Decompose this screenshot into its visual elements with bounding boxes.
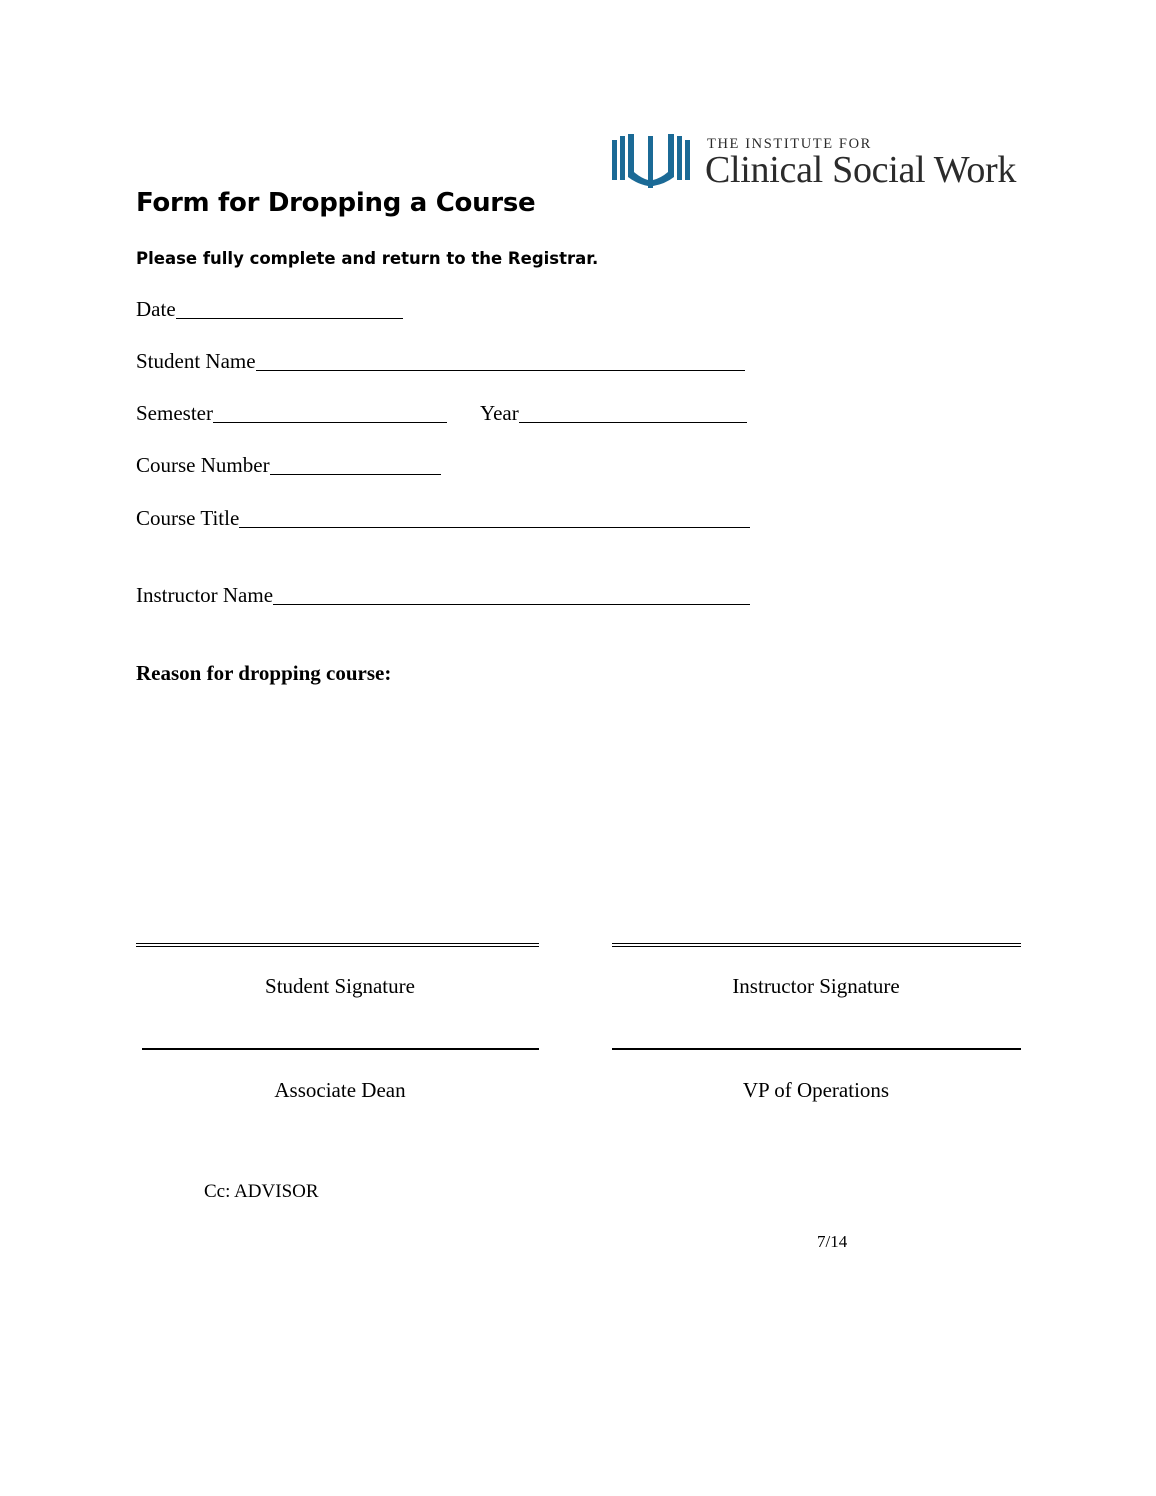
form-instructions: Please fully complete and return to the Registrar.: [136, 249, 599, 268]
logo-tagline: THE INSTITUTE FOR: [707, 136, 872, 152]
revision-date: 7/14: [817, 1232, 848, 1251]
student-name-label: Student Name: [136, 349, 256, 373]
instructor-signature-label: Instructor Signature: [732, 974, 900, 998]
semester-field: [136, 398, 447, 426]
date-field: [136, 294, 403, 322]
course-title-field: [136, 503, 750, 531]
course-title-label: Course Title: [136, 506, 240, 530]
institute-logo: [611, 134, 1031, 194]
student-signature-label: Student Signature: [265, 974, 415, 998]
vp-operations-signature-line[interactable]: [612, 1048, 1021, 1050]
student-name-input-line[interactable]: [256, 370, 745, 371]
cc-advisor: Cc: ADVISOR: [204, 1181, 319, 1202]
semester-label: Semester: [136, 401, 213, 425]
instructor-name-label: Instructor Name: [136, 583, 274, 607]
year-label: Year: [480, 401, 519, 425]
date-label: Date: [136, 297, 176, 321]
student-signature-line[interactable]: [136, 943, 539, 947]
instructor-signature-line[interactable]: [612, 943, 1021, 947]
year-field: [480, 398, 747, 426]
course-number-label: Course Number: [136, 453, 270, 477]
associate-dean-label: Associate Dean: [274, 1078, 406, 1102]
course-number-input-line[interactable]: [270, 474, 441, 475]
course-title-input-line[interactable]: [239, 527, 750, 528]
instructor-name-field: [136, 580, 750, 608]
year-input-line[interactable]: [519, 422, 747, 423]
course-number-field: [136, 450, 441, 478]
page-title: Form for Dropping a Course: [136, 188, 536, 218]
associate-dean-signature-line[interactable]: [142, 1048, 539, 1050]
reason-label: Reason for dropping course:: [136, 661, 392, 685]
student-name-field: [136, 346, 745, 374]
date-input-line[interactable]: [176, 318, 403, 319]
open-book-icon: [611, 134, 693, 190]
logo-name: Clinical Social Work: [705, 149, 1017, 191]
reason-text-area[interactable]: [136, 700, 1020, 920]
semester-input-line[interactable]: [213, 422, 447, 423]
vp-operations-label: VP of Operations: [742, 1078, 890, 1102]
instructor-name-input-line[interactable]: [273, 604, 750, 605]
